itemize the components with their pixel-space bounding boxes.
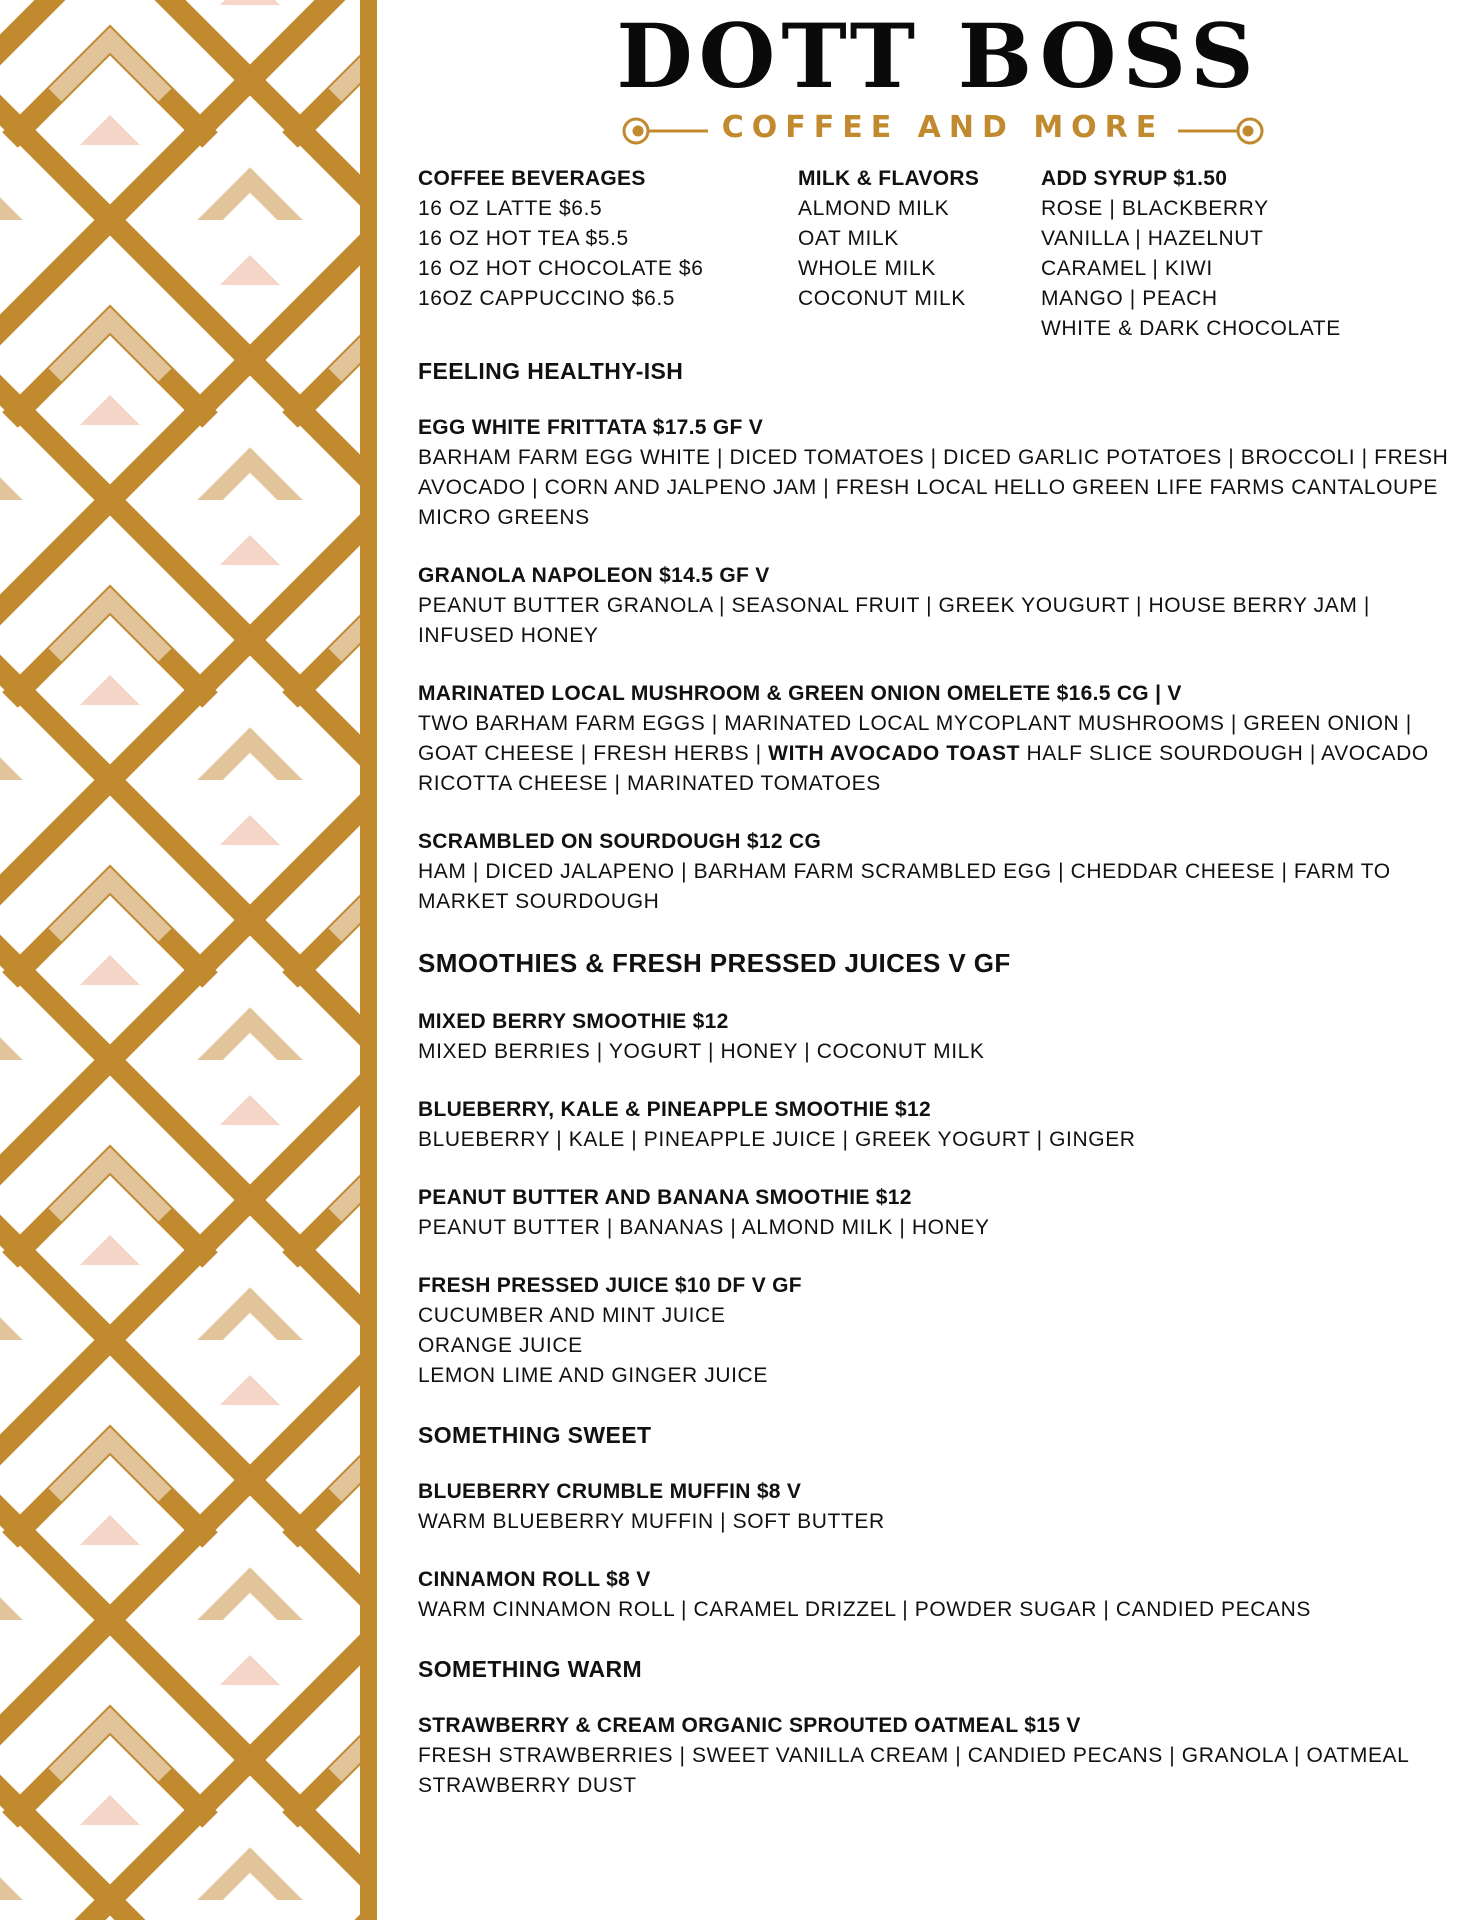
list-item: WHITE & DARK CHOCOLATE [1041, 317, 1341, 340]
menu-item-name: BLUEBERRY, KALE & PINEAPPLE SMOOTHIE $12 [418, 1098, 931, 1121]
menu-item-description: PEANUT BUTTER | BANANAS | ALMOND MILK | HONEY [418, 1216, 990, 1239]
list-item: WHOLE MILK [798, 257, 936, 280]
menu-item-description: TWO BARHAM FARM EGGS | MARINATED LOCAL MYCOPLANT MUSHROOMS | GREEN ONION | GOAT CHEESE | FRESH HERBS | WITH AVOCADO TOAST HALF SLICE SOURDOUGH | AVOCADO RICOTTA CHEESE | MARINATED TOMATOES [418, 712, 1429, 795]
menu-item [418, 1183, 1458, 1243]
menu-item-name: PEANUT BUTTER AND BANANA SMOOTHIE $12 [418, 1186, 912, 1209]
menu-item-name: EGG WHITE FRITTATA $17.5 GF V [418, 416, 764, 439]
list-item: ALMOND MILK [798, 197, 950, 220]
column-heading: COFFEE BEVERAGES [418, 167, 646, 190]
brand-title: DOTT BOSS [616, 4, 1260, 108]
menu-header [418, 0, 1458, 160]
menu-item-description: BLUEBERRY | KALE | PINEAPPLE JUICE | GREEK YOGURT | GINGER [418, 1128, 1136, 1151]
menu-item-name: STRAWBERRY & CREAM ORGANIC SPROUTED OATMEAL $15 V [418, 1714, 1081, 1737]
list-item: VANILLA | HAZELNUT [1041, 227, 1264, 250]
menu-item-description-line: ORANGE JUICE [418, 1334, 583, 1357]
menu-item-name: GRANOLA NAPOLEON $14.5 GF V [418, 564, 770, 587]
list-item: ROSE | BLACKBERRY [1041, 197, 1269, 220]
menu-item-name: SCRAMBLED ON SOURDOUGH $12 CG [418, 830, 822, 853]
brand-subtitle-ornament [618, 108, 1268, 150]
menu-content [418, 0, 1458, 1829]
warm-section [418, 1653, 1458, 1801]
menu-item-description: WARM BLUEBERRY MUFFIN | SOFT BUTTER [418, 1510, 885, 1533]
menu-item-name: MIXED BERRY SMOOTHIE $12 [418, 1010, 729, 1033]
menu-item [418, 413, 1458, 533]
menu-item [418, 1095, 1458, 1155]
chevron-pattern-graphic [0, 0, 360, 1920]
menu-item-description: BARHAM FARM EGG WHITE | DICED TOMATOES | DICED GARLIC POTATOES | BROCCOLI | FRESH AVOCADO | CORN AND JALPENO JAM | FRESH LOCAL HELLO GREEN LIFE FARMS CANTALOUPE MICRO GREENS [418, 446, 1449, 529]
menu-item-description-line: LEMON LIME AND GINGER JUICE [418, 1364, 768, 1387]
gold-divider-bar [360, 0, 377, 1920]
section-title: FEELING HEALTHY-ISH [418, 358, 684, 384]
smoothies-section [418, 945, 1458, 1391]
section-title: SOMETHING SWEET [418, 1422, 652, 1448]
milk-flavors-column [798, 164, 979, 314]
menu-item-description: FRESH STRAWBERRIES | SWEET VANILLA CREAM | CANDIED PECANS | GRANOLA | OATMEAL STRAWBERRY DUST [418, 1744, 1409, 1797]
section-title: SOMETHING WARM [418, 1656, 643, 1682]
menu-item [418, 561, 1458, 651]
sweet-section [418, 1419, 1458, 1625]
list-item: 16 OZ HOT TEA $5.5 [418, 227, 629, 250]
decorative-pattern-panel [0, 0, 360, 1920]
healthy-section [418, 355, 1458, 917]
menu-item-name: BLUEBERRY CRUMBLE MUFFIN $8 V [418, 1480, 802, 1503]
menu-item [418, 1271, 1458, 1391]
list-item: 16 OZ HOT CHOCOLATE $6 [418, 257, 704, 280]
menu-item [418, 1477, 1458, 1537]
avocado-toast-addon: WITH AVOCADO TOAST [768, 742, 1021, 765]
column-heading: MILK & FLAVORS [798, 167, 980, 190]
list-item: CARAMEL | KIWI [1041, 257, 1213, 280]
list-item: 16 OZ LATTE $6.5 [418, 197, 603, 220]
menu-item-description: HAM | DICED JALAPENO | BARHAM FARM SCRAMBLED EGG | CHEDDAR CHEESE | FARM TO MARKET SOURDOUGH [418, 860, 1391, 913]
list-item: COCONUT MILK [798, 287, 966, 310]
coffee-beverages-column [418, 164, 704, 314]
menu-item [418, 1711, 1458, 1801]
menu-item [418, 679, 1458, 799]
menu-item-name: FRESH PRESSED JUICE $10 DF V GF [418, 1274, 802, 1297]
brand-subtitle: COFFEE AND MORE [618, 108, 1268, 148]
list-item: MANGO | PEACH [1041, 287, 1218, 310]
menu-item-description: WARM CINNAMON ROLL | CARAMEL DRIZZEL | POWDER SUGAR | CANDIED PECANS [418, 1598, 1311, 1621]
beverage-columns [418, 160, 1458, 345]
menu-item-description: PEANUT BUTTER GRANOLA | SEASONAL FRUIT | GREEK YOUGURT | HOUSE BERRY JAM | INFUSED HONEY [418, 594, 1370, 647]
menu-item-name: CINNAMON ROLL $8 V [418, 1568, 651, 1591]
menu-item-description: MIXED BERRIES | YOGURT | HONEY | COCONUT MILK [418, 1040, 985, 1063]
section-title: SMOOTHIES & FRESH PRESSED JUICES V GF [418, 948, 1011, 978]
list-item: 16OZ CAPPUCCINO $6.5 [418, 287, 676, 310]
menu-item [418, 827, 1458, 917]
menu-item-name: MARINATED LOCAL MUSHROOM & GREEN ONION OMELETE $16.5 CG | V [418, 682, 1182, 705]
column-heading: ADD SYRUP $1.50 [1041, 167, 1228, 190]
menu-item [418, 1565, 1458, 1625]
list-item: OAT MILK [798, 227, 899, 250]
menu-item [418, 1007, 1458, 1067]
add-syrup-column [1041, 164, 1341, 344]
menu-item-description-line: CUCUMBER AND MINT JUICE [418, 1304, 726, 1327]
